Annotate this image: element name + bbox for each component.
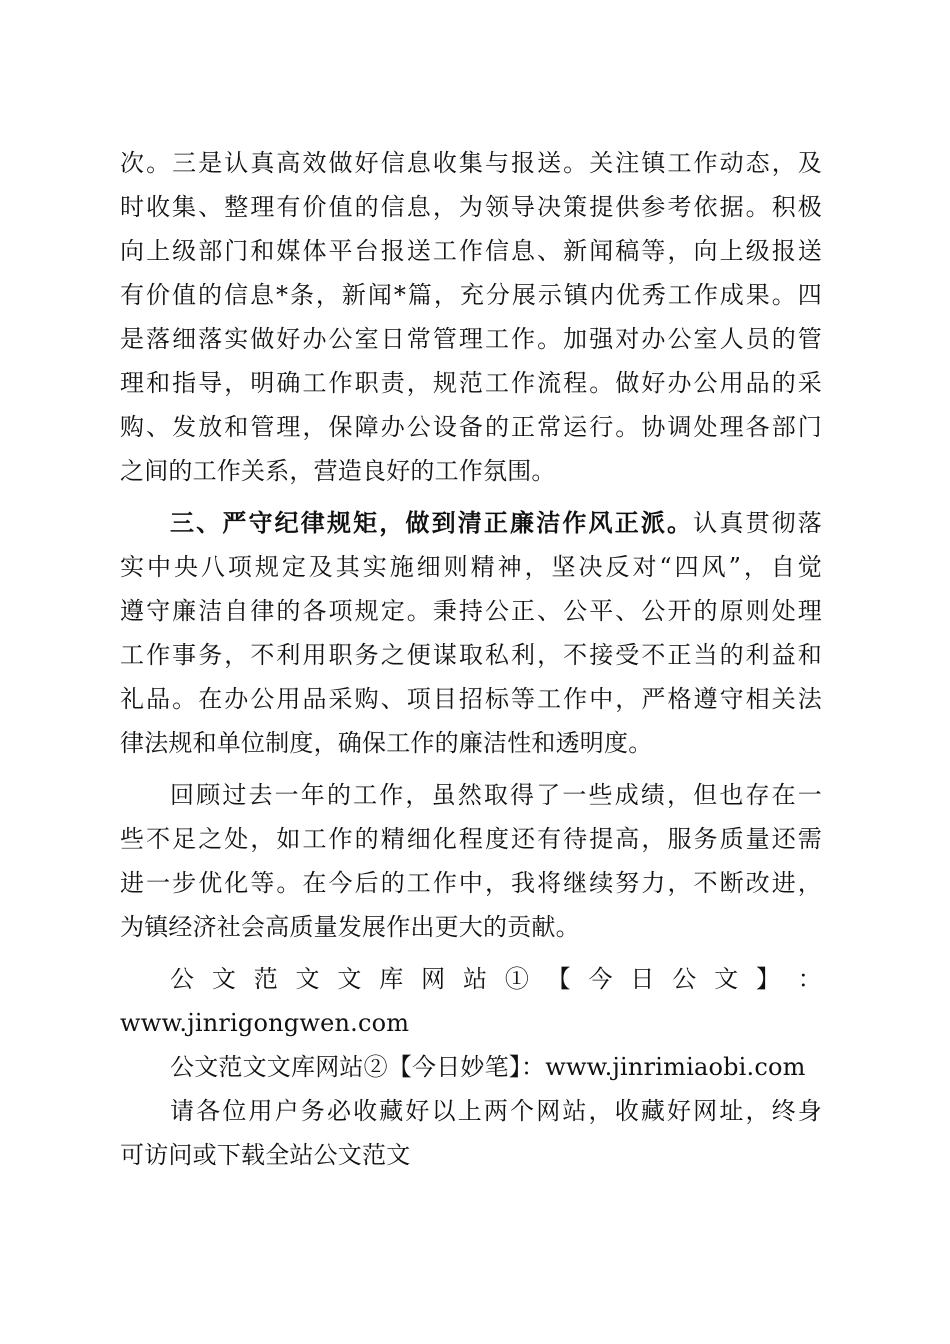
text-line: 向上级部门和媒体平台报送工作信息、新闻稿等，向上级报送 [120,237,822,265]
text-line: 礼品。在办公用品采购、项目招标等工作中，严格遵守相关法 [120,685,822,713]
notice-line: 请各位用户务必收藏好以上两个网站，收藏好网址，终身 [170,1097,822,1125]
text-line: 回顾过去一年的工作，虽然取得了一些成绩，但也存在一 [170,781,822,809]
text-line: 是落细落实做好办公室日常管理工作。加强对办公室人员的管 [120,325,822,353]
site1-url[interactable]: www.jinrigongwen.com [120,1009,410,1037]
text-line: 进一步优化等。在今后的工作中，我将继续努力，不断改进， [120,869,822,897]
text-line: 工作事务，不利用职务之便谋取私利，不接受不正当的利益和 [120,641,822,669]
text-line [120,501,822,545]
text-line: 理和指导，明确工作职责，规范工作流程。做好办公用品的采 [120,369,822,397]
site1-label: 公 文 范 文 文 库 网 站 ① 【 今 日 公 文 】 ： [170,965,822,993]
footer-notice [120,957,822,1177]
text-line: 时收集、整理有价值的信息，为领导决策提供参考依据。积极 [120,193,822,221]
notice-line: 可访问或下载全站公文范文 [120,1141,411,1169]
text-line: 律法规和单位制度，确保工作的廉洁性和透明度。 [120,729,653,757]
text-line: 购、发放和管理，保障办公设备的正常运行。协调处理各部门 [120,413,822,441]
text-line: 之间的工作关系，营造良好的工作氛围。 [120,457,556,485]
text-line: 为镇经济社会高质量发展作出更大的贡献。 [120,913,580,941]
text-run: 认真贯彻落 [693,509,823,537]
site2-line[interactable]: 公文范文文库网站②【今日妙笔】：www.jinrimiaobi.com [170,1053,806,1081]
paragraph-1 [120,141,822,493]
document-page [120,141,822,1177]
text-line: 些不足之处，如工作的精细化程度还有待提高，服务质量还需 [120,825,822,853]
text-line: 遵守廉洁自律的各项规定。秉持公正、公平、公开的原则处理 [120,597,822,625]
text-line: 有价值的信息*条，新闻*篇，充分展示镇内优秀工作成果。四 [120,281,822,309]
text-line: 实中央八项规定及其实施细则精神，坚决反对“四风”，自觉 [120,553,822,581]
section-heading: 三、严守纪律规矩，做到清正廉洁作风正派。 [170,509,694,537]
paragraph-3 [120,773,822,949]
text-line: 次。三是认真高效做好信息收集与报送。关注镇工作动态，及 [120,149,822,177]
paragraph-2 [120,501,822,765]
